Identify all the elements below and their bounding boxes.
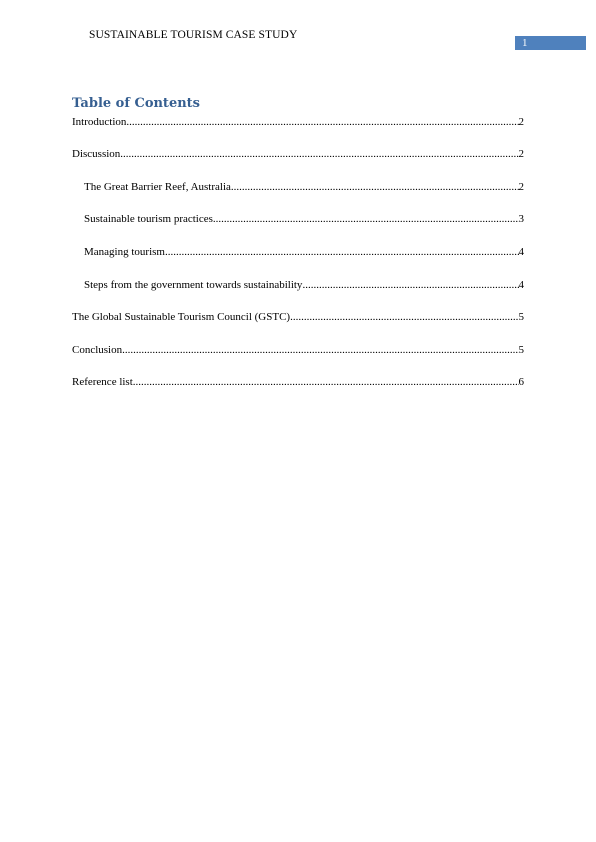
toc-entry-discussion[interactable] (72, 147, 524, 161)
toc-dot-leader (213, 212, 519, 226)
toc-entry-label: Conclusion (72, 344, 123, 356)
toc-entry-label: Managing tourism (84, 246, 165, 258)
toc-entry-page: 2 (518, 181, 524, 193)
toc-heading: Table of Contents (72, 96, 200, 111)
toc-entry-page: 4 (518, 279, 524, 291)
toc-dot-leader (120, 147, 518, 161)
toc-entry-page: 4 (518, 246, 524, 258)
toc-entry-sustainable-tourism-practices[interactable] (84, 212, 524, 226)
toc-dot-leader (231, 180, 519, 194)
toc-entry-label: Reference list (72, 376, 133, 388)
toc-dot-leader (290, 310, 518, 324)
toc-entry-managing-tourism[interactable] (84, 245, 524, 259)
toc-entry-conclusion[interactable] (72, 343, 524, 357)
toc-entry-introduction[interactable] (72, 115, 524, 129)
toc-entry-page: 6 (518, 376, 524, 388)
toc-entry-page: 5 (518, 344, 524, 356)
toc-dot-leader (302, 278, 518, 292)
toc-entry-label: Steps from the government towards sustainability (84, 279, 303, 291)
toc-dot-leader (133, 375, 519, 389)
toc-entry-label: Sustainable tourism practices (84, 213, 213, 225)
toc-dot-leader (165, 245, 519, 259)
toc-entry-reference-list[interactable] (72, 375, 524, 389)
toc-entry-page: 5 (518, 311, 524, 323)
toc-entry-great-barrier-reef[interactable] (84, 180, 524, 194)
toc-dot-leader (126, 115, 518, 129)
toc-entry-label: Discussion (72, 148, 121, 160)
page-number-badge (515, 36, 586, 50)
toc-entry-label: The Global Sustainable Tourism Council (GSTC) (72, 311, 291, 323)
toc-dot-leader (122, 343, 518, 357)
toc-entry-label: Introduction (72, 116, 127, 128)
page-number: 1 (522, 37, 528, 49)
toc-entry-government-steps[interactable] (84, 278, 524, 292)
toc-entry-gstc[interactable] (72, 310, 524, 324)
toc-entry-page: 2 (518, 116, 524, 128)
toc-entry-page: 3 (518, 213, 524, 225)
toc-entry-page: 2 (518, 148, 524, 160)
header-title: SUSTAINABLE TOURISM CASE STUDY (89, 29, 298, 41)
toc-entry-label: The Great Barrier Reef, Australia (84, 181, 231, 193)
